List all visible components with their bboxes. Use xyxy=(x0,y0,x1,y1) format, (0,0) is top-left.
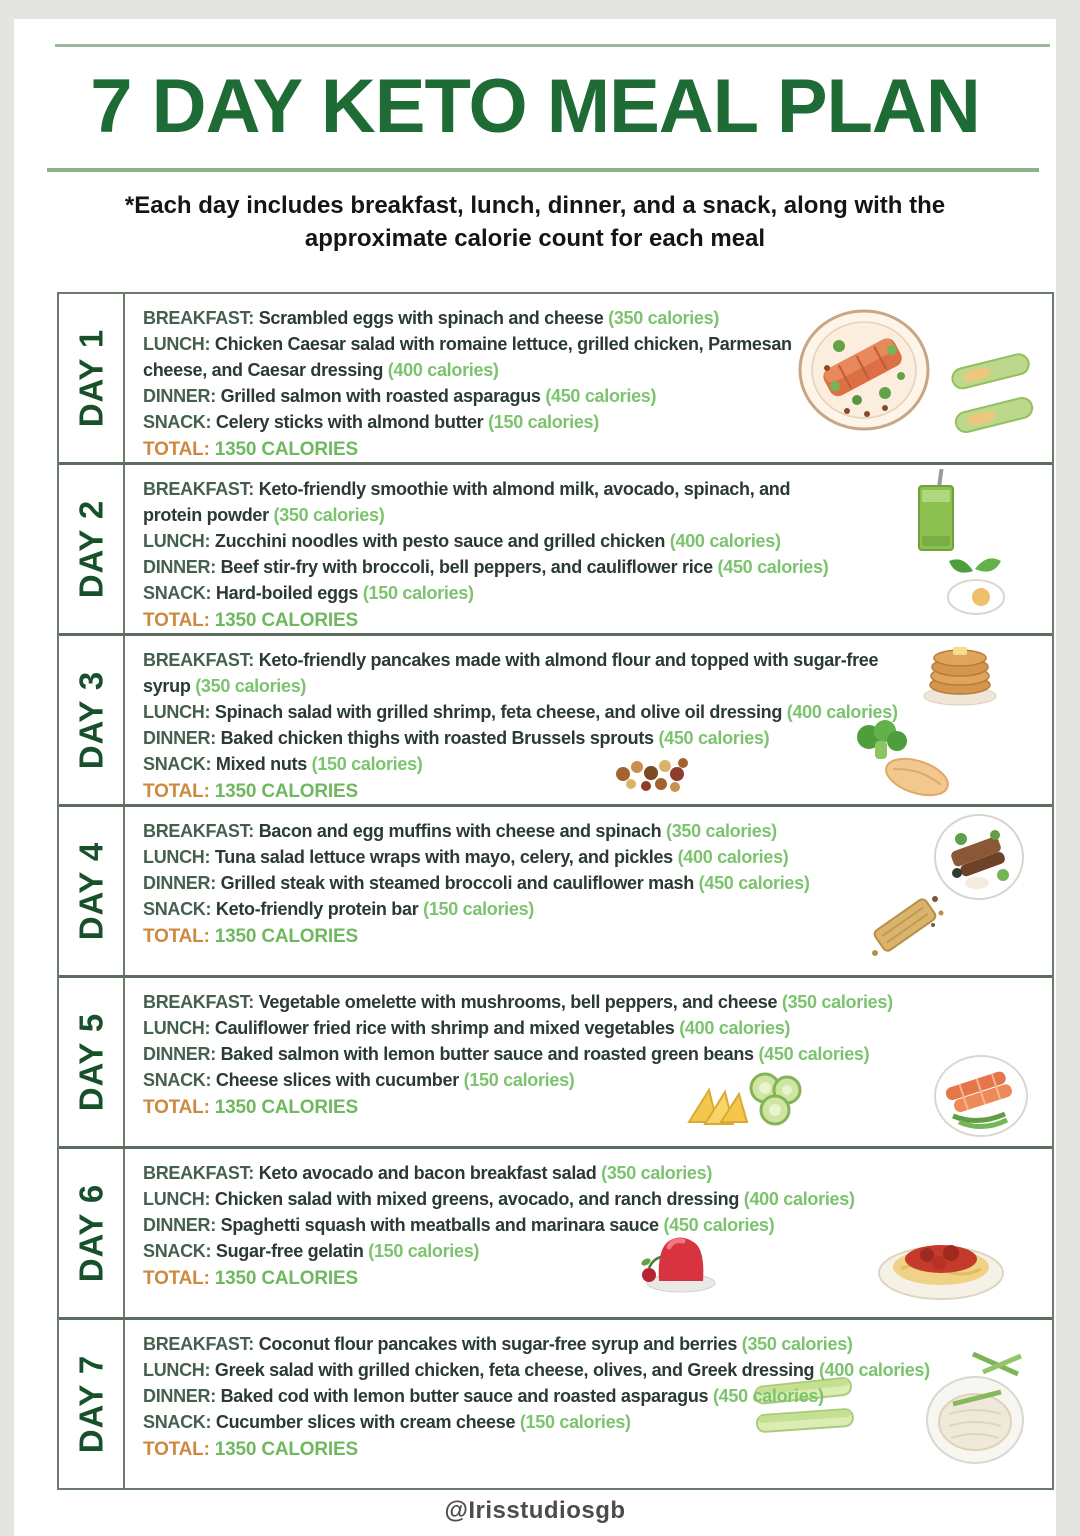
day-total xyxy=(143,607,1052,633)
total-value: 1350 CALORIES xyxy=(214,926,358,947)
day-6-cell xyxy=(59,1149,125,1317)
meal-calories: (400 calories) xyxy=(387,360,499,380)
table-row-day-4 xyxy=(59,807,1052,978)
meal-type-label: BREAKFAST: xyxy=(143,1163,255,1183)
meal-breakfast xyxy=(143,1331,1052,1357)
meal-dinner xyxy=(143,870,1052,896)
meal-description: Spaghetti squash with meatballs and marinara sauce xyxy=(220,1215,659,1235)
meal-calories: (400 calories) xyxy=(679,1018,791,1038)
meal-type-label: DINNER: xyxy=(143,1215,216,1235)
meal-type-label: DINNER: xyxy=(143,1044,216,1064)
meal-calories: (150 calories) xyxy=(463,1070,575,1090)
meal-description: Spinach salad with grilled shrimp, feta cheese, and olive oil dressing xyxy=(214,702,783,722)
table-row-day-6 xyxy=(59,1149,1052,1320)
day-4-content xyxy=(125,807,1052,975)
page-title: 7 DAY KETO MEAL PLAN xyxy=(90,64,980,149)
total-label: TOTAL: xyxy=(143,1268,210,1289)
day-2-content xyxy=(125,465,1052,633)
meal-description: Baked salmon with lemon butter sauce and roasted green beans xyxy=(220,1044,754,1064)
meal-description: Celery sticks with almond butter xyxy=(215,412,484,432)
total-label: TOTAL: xyxy=(143,1439,210,1460)
day-3-content xyxy=(125,636,1052,804)
meal-dinner xyxy=(143,725,1052,751)
meal-lunch xyxy=(143,699,1052,725)
table-row-day-7 xyxy=(59,1320,1052,1488)
meal-description: Hard-boiled eggs xyxy=(215,583,359,603)
meal-calories: (400 calories) xyxy=(677,847,789,867)
meal-description: Grilled salmon with roasted asparagus xyxy=(220,386,541,406)
meal-breakfast xyxy=(143,818,1052,844)
meal-type-label: SNACK: xyxy=(143,1412,212,1432)
meal-type-label: LUNCH: xyxy=(143,1018,211,1038)
meal-description: Bacon and egg muffins with cheese and spinach xyxy=(258,821,662,841)
meal-description: Cucumber slices with cream cheese xyxy=(215,1412,516,1432)
day-6-label: DAY 6 xyxy=(72,1183,110,1283)
meal-type-label: SNACK: xyxy=(143,583,212,603)
meal-snack xyxy=(143,1409,1052,1435)
total-label: TOTAL: xyxy=(143,439,210,460)
meal-type-label: BREAKFAST: xyxy=(143,821,255,841)
day-total xyxy=(143,436,1052,462)
day-total xyxy=(143,1265,1052,1293)
meal-description: Cauliflower fried rice with shrimp and mixed vegetables xyxy=(214,1018,675,1038)
meal-dinner xyxy=(143,1383,1052,1409)
total-value: 1350 CALORIES xyxy=(214,1097,358,1118)
meal-type-label: BREAKFAST: xyxy=(143,308,255,328)
meal-snack xyxy=(143,896,1052,922)
meal-dinner xyxy=(143,383,1052,409)
meal-description: Keto-friendly pancakes made with almond flour and topped with sugar-free syrup xyxy=(143,650,879,696)
meal-type-label: BREAKFAST: xyxy=(143,479,255,499)
day-4-label: DAY 4 xyxy=(72,841,110,941)
meal-description: Beef stir-fry with broccoli, bell peppers, and cauliflower rice xyxy=(220,557,713,577)
meal-calories: (150 calories) xyxy=(519,1412,631,1432)
meal-description: Zucchini noodles with pesto sauce and grilled chicken xyxy=(214,531,666,551)
meal-type-label: SNACK: xyxy=(143,412,212,432)
meal-lunch xyxy=(143,331,823,383)
meal-breakfast xyxy=(143,305,1052,331)
meal-calories: (150 calories) xyxy=(423,899,534,919)
total-label: TOTAL: xyxy=(143,926,210,947)
table-row-day-1 xyxy=(59,294,1052,465)
day-7-cell xyxy=(59,1320,125,1488)
total-value: 1350 CALORIES xyxy=(214,439,358,460)
meal-type-label: LUNCH: xyxy=(143,531,211,551)
meal-breakfast xyxy=(143,476,833,528)
day-3-cell xyxy=(59,636,125,804)
day-4-cell xyxy=(59,807,125,975)
meal-type-label: BREAKFAST: xyxy=(143,992,255,1012)
day-1-content xyxy=(125,294,1052,462)
day-2-cell xyxy=(59,465,125,633)
day-2-label: DAY 2 xyxy=(72,499,110,599)
meal-calories: (400 calories) xyxy=(818,1360,930,1380)
meal-type-label: SNACK: xyxy=(143,754,212,774)
meal-calories: (400 calories) xyxy=(669,531,781,551)
meal-type-label: DINNER: xyxy=(143,386,216,406)
meal-description: Grilled steak with steamed broccoli and cauliflower mash xyxy=(220,873,694,893)
day-7-label: DAY 7 xyxy=(72,1354,110,1454)
meal-dinner xyxy=(143,554,1052,580)
meal-calories: (350 calories) xyxy=(195,676,307,696)
meal-calories: (350 calories) xyxy=(781,992,893,1012)
total-value: 1350 CALORIES xyxy=(214,1439,358,1460)
meal-calories: (350 calories) xyxy=(608,308,720,328)
day-total xyxy=(143,1436,1052,1464)
meal-calories: (150 calories) xyxy=(488,412,599,432)
meal-lunch xyxy=(143,1186,1052,1212)
meal-snack xyxy=(143,1238,1052,1264)
meal-calories: (350 calories) xyxy=(666,821,777,841)
day-total xyxy=(143,1094,1052,1122)
meal-type-label: SNACK: xyxy=(143,1070,212,1090)
meal-calories: (400 calories) xyxy=(743,1189,855,1209)
meal-lunch xyxy=(143,1357,1052,1383)
meal-type-label: DINNER: xyxy=(143,1386,216,1406)
total-label: TOTAL: xyxy=(143,1097,210,1118)
day-5-label: DAY 5 xyxy=(72,1012,110,1112)
total-value: 1350 CALORIES xyxy=(214,1268,358,1289)
table-row-day-2 xyxy=(59,465,1052,636)
meal-type-label: DINNER: xyxy=(143,873,216,893)
meal-type-label: DINNER: xyxy=(143,728,216,748)
meal-description: Scrambled eggs with spinach and cheese xyxy=(258,308,604,328)
top-divider-rule xyxy=(55,44,1050,47)
meal-type-label: BREAKFAST: xyxy=(143,1334,255,1354)
meal-description: Cheese slices with cucumber xyxy=(215,1070,459,1090)
meal-description: Keto-friendly smoothie with almond milk, avocado, spinach, and protein powder xyxy=(143,479,791,525)
total-label: TOTAL: xyxy=(143,781,210,802)
meal-description: Baked cod with lemon butter sauce and roasted asparagus xyxy=(220,1386,709,1406)
total-label: TOTAL: xyxy=(143,610,210,631)
meal-type-label: LUNCH: xyxy=(143,702,211,722)
meal-calories: (350 calories) xyxy=(273,505,385,525)
meal-type-label: SNACK: xyxy=(143,899,212,919)
day-1-label: DAY 1 xyxy=(72,328,110,428)
meal-lunch xyxy=(143,844,1052,870)
total-value: 1350 CALORIES xyxy=(214,610,358,631)
page-subtitle: *Each day includes breakfast, lunch, dinner, and a snack, along with the approximate calorie count for each meal xyxy=(124,192,946,252)
meal-calories: (400 calories) xyxy=(786,702,898,722)
total-value: 1350 CALORIES xyxy=(214,781,358,802)
meal-type-label: LUNCH: xyxy=(143,847,211,867)
meal-description: Vegetable omelette with mushrooms, bell peppers, and cheese xyxy=(258,992,778,1012)
meal-calories: (450 calories) xyxy=(663,1215,775,1235)
footer-social-handle: @Irisstudiosgb xyxy=(444,1497,626,1524)
day-5-cell xyxy=(59,978,125,1146)
day-7-content xyxy=(125,1320,1052,1488)
meal-description: Coconut flour pancakes with sugar-free syrup and berries xyxy=(258,1334,738,1354)
meal-snack xyxy=(143,1067,1052,1093)
meal-calories: (350 calories) xyxy=(741,1334,853,1354)
meal-description: Greek salad with grilled chicken, feta cheese, olives, and Greek dressing xyxy=(214,1360,815,1380)
meal-snack xyxy=(143,751,1052,777)
day-1-cell xyxy=(59,294,125,462)
meal-calories: (450 calories) xyxy=(545,386,657,406)
meal-type-label: LUNCH: xyxy=(143,334,211,354)
meal-snack xyxy=(143,409,1052,435)
meal-calories: (450 calories) xyxy=(698,873,810,893)
meal-lunch xyxy=(143,1015,1052,1041)
meal-type-label: BREAKFAST: xyxy=(143,650,255,670)
meal-description: Tuna salad lettuce wraps with mayo, celery, and pickles xyxy=(214,847,673,867)
meal-calories: (150 calories) xyxy=(311,754,423,774)
meal-lunch xyxy=(143,528,1052,554)
meal-type-label: SNACK: xyxy=(143,1241,212,1261)
day-6-content xyxy=(125,1149,1052,1317)
day-5-content xyxy=(125,978,1052,1146)
meal-breakfast xyxy=(143,989,1052,1015)
meal-calories: (150 calories) xyxy=(362,583,474,603)
meal-description: Keto-friendly protein bar xyxy=(215,899,419,919)
meal-description: Keto avocado and bacon breakfast salad xyxy=(258,1163,597,1183)
table-row-day-5 xyxy=(59,978,1052,1149)
meal-description: Baked chicken thighs with roasted Brussels sprouts xyxy=(220,728,654,748)
meal-breakfast xyxy=(143,1160,1052,1186)
day-total xyxy=(143,923,1052,951)
meal-calories: (350 calories) xyxy=(601,1163,713,1183)
meal-description: Chicken Caesar salad with romaine lettuce, grilled chicken, Parmesan cheese, and Caesar dressing xyxy=(143,334,792,380)
meal-description: Sugar-free gelatin xyxy=(215,1241,364,1261)
meal-calories: (450 calories) xyxy=(758,1044,870,1064)
meal-type-label: DINNER: xyxy=(143,557,216,577)
meal-calories: (450 calories) xyxy=(712,1386,824,1406)
meal-plan-page xyxy=(14,19,1056,1536)
table-row-day-3 xyxy=(59,636,1052,807)
meal-calories: (450 calories) xyxy=(717,557,829,577)
meal-dinner xyxy=(143,1041,1052,1067)
meal-plan-table xyxy=(57,292,1054,1490)
meal-description: Chicken salad with mixed greens, avocado, and ranch dressing xyxy=(214,1189,740,1209)
title-underline-rule xyxy=(47,168,1039,172)
meal-breakfast xyxy=(143,647,903,699)
meal-calories: (450 calories) xyxy=(658,728,770,748)
meal-type-label: LUNCH: xyxy=(143,1360,211,1380)
day-total xyxy=(143,778,1052,804)
meal-type-label: LUNCH: xyxy=(143,1189,211,1209)
meal-dinner xyxy=(143,1212,1052,1238)
day-3-label: DAY 3 xyxy=(72,670,110,770)
meal-calories: (150 calories) xyxy=(368,1241,480,1261)
meal-snack xyxy=(143,580,1052,606)
meal-description: Mixed nuts xyxy=(215,754,307,774)
